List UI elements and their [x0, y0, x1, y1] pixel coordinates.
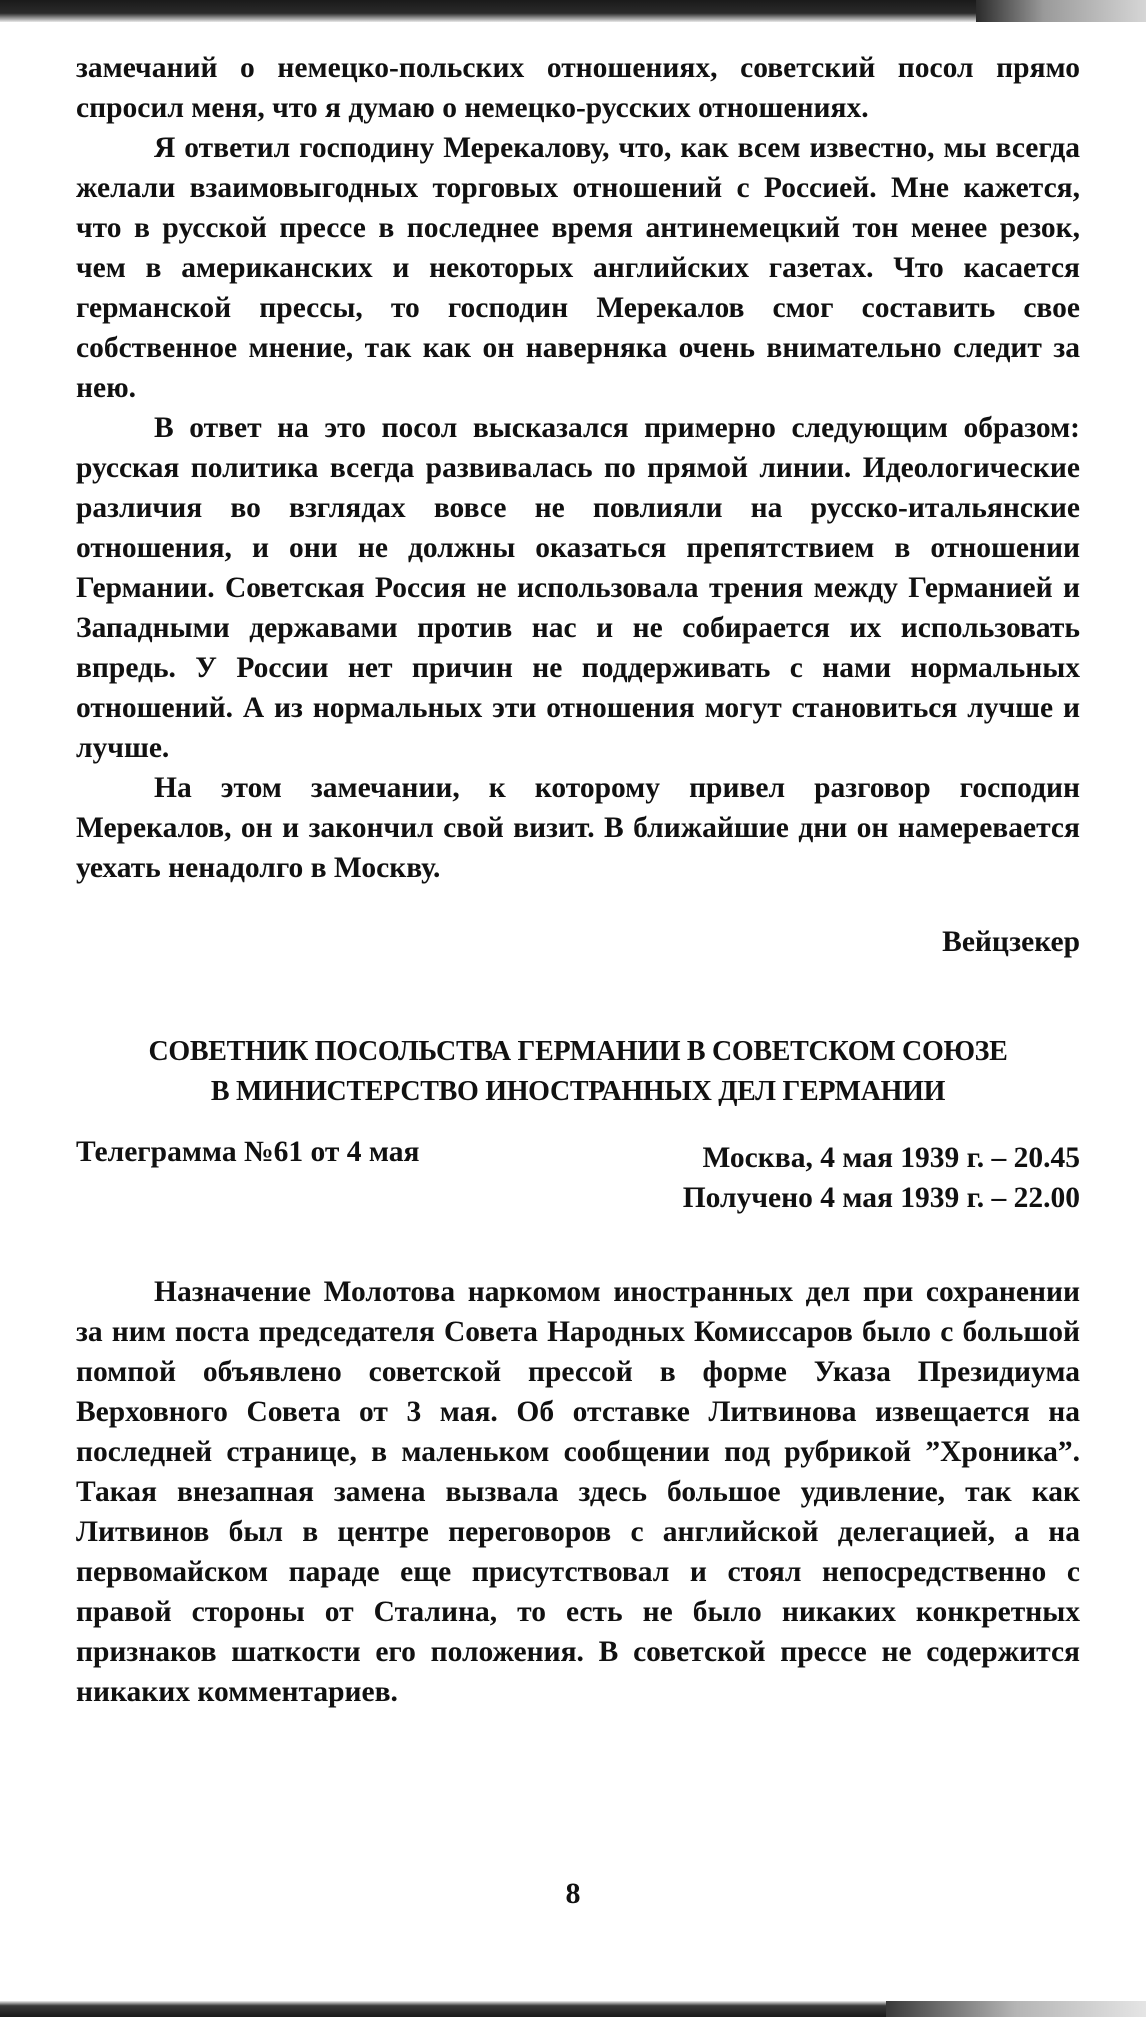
sent-line: Москва, 4 мая 1939 г. – 20.45 — [702, 1142, 1080, 1174]
paragraph-1: замечаний о немецко-польских отношениях, советский посол прямо спросил меня, что я думаю о немецко-русских отношениях. — [76, 52, 1080, 124]
telegram-header — [76, 1132, 1080, 1224]
spacer — [76, 1224, 1080, 1272]
paragraph-4: На этом замечании, к которому привел разговор господин Мерекалов, он и закончил свой визит. В ближайшие дни он намеревается уехать ненадолго в Москву. — [76, 772, 1080, 884]
scan-border-bottom — [0, 2001, 1146, 2017]
page-number: 8 — [565, 1877, 581, 1910]
received-line: Получено 4 мая 1939 г. – 22.00 — [682, 1182, 1080, 1214]
telegram-dates — [683, 1138, 1080, 1218]
section-heading-line-2: В МИНИСТЕРСТВО ИНОСТРАННЫХ ДЕЛ ГЕРМАНИИ — [210, 1076, 946, 1107]
paragraph-2: Я ответил господину Мерекалову, что, как всем известно, мы всегда желали взаимовыгодных торговых отношений с Россией. Мне кажется, что в русской прессе в последнее время антинемецкий тон менее резок, чем в американских и некоторых английских газетах. Что касается германской прессы, то господин Мерекалов смог составить свое собственное мнение, так как он наверняка очень внимательно следит за нею. — [76, 132, 1080, 404]
paragraph-3: В ответ на это посол высказался примерно следующим образом: русская политика всегда развивалась по прямой линии. Идеологические различия во взглядах вовсе не повлияли на русско-итальянские отношения, и они не должны оказаться препятствием в отношении Германии. Советская Россия не использовала трения между Германией и Западными державами против нас и не собирается их использовать впредь. У России нет причин не поддерживать с нами нормальных отношений. А из нормальных эти отношения могут становиться лучше и лучше. — [76, 412, 1080, 764]
telegram-number: Телеграмма №61 от 4 мая — [76, 1136, 420, 1168]
document-page — [76, 48, 1080, 1712]
section-heading — [76, 1032, 1080, 1112]
paragraph-5: Назначение Молотова наркомом иностранных дел при сохранении за ним поста председателя Совета Народных Комиссаров было с большой помпой объявлено советской прессой в форме Указа Президиума Верховного Совета от 3 мая. Об отставке Литвинова извещается на последней странице, в маленьком сообщении под рубрикой ”Хроника”. Такая внезапная замена вызвала здесь большое удивление, так как Литвинов был в центре переговоров с английской делегацией, а на первомайском параде еще присутствовал и стоял непосредственно с правой стороны от Сталина, то есть не было никаких конкретных признаков шаткости его положения. В советской прессе не содержится никаких комментариев. — [76, 1276, 1080, 1708]
scan-border-top — [0, 0, 1146, 22]
signature: Вейцзекер — [942, 926, 1080, 958]
section-heading-line-1: СОВЕТНИК ПОСОЛЬСТВА ГЕРМАНИИ В СОВЕТСКОМ СОЮЗЕ — [148, 1036, 1008, 1067]
